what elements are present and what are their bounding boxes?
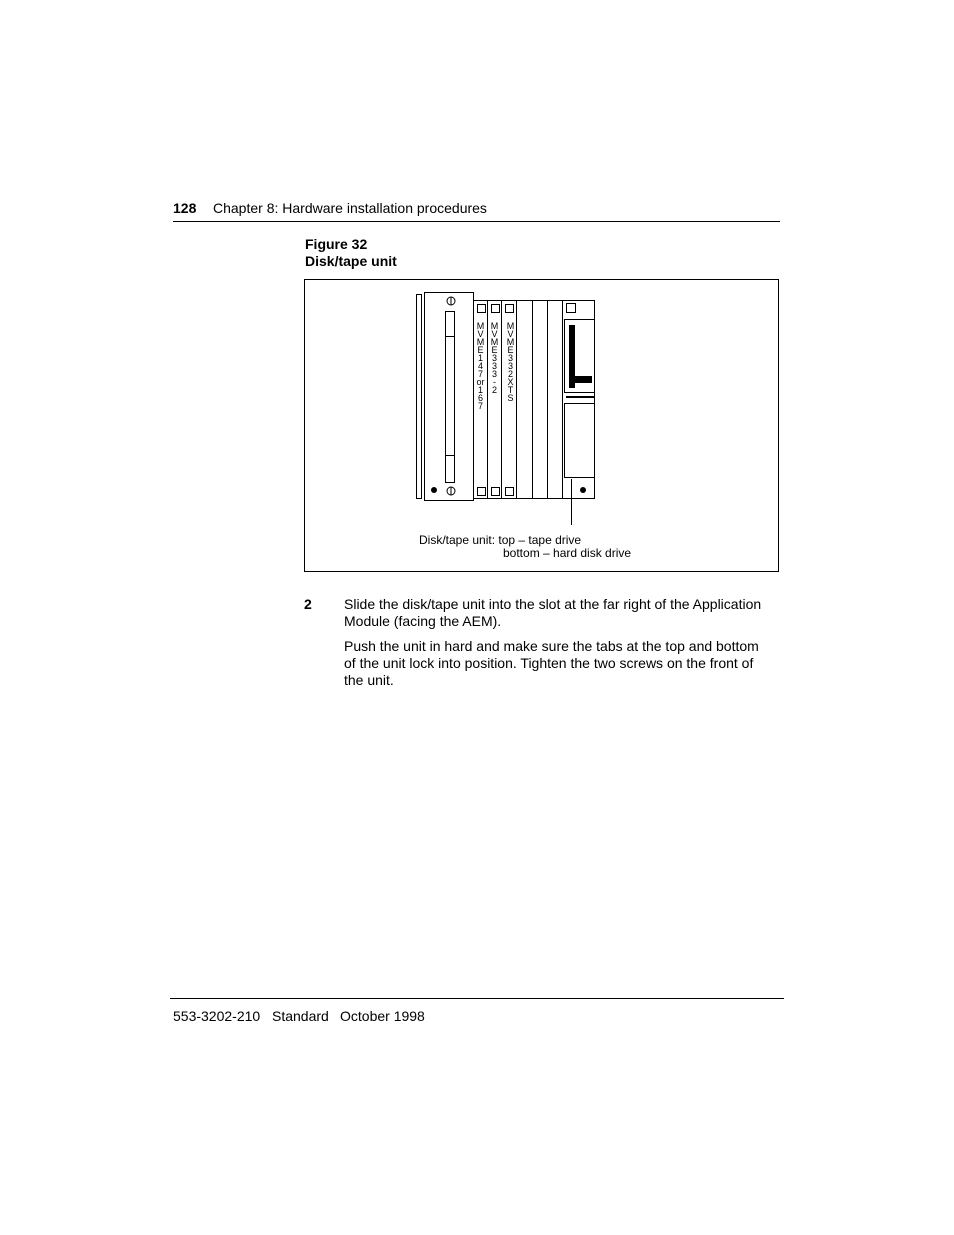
- svg-text:V: V: [477, 329, 484, 339]
- unit-led-icon: [580, 487, 586, 493]
- step-paragraph-1: Slide the disk/tape unit into the slot at the far right of the Application Module (facing the AEM).: [344, 596, 762, 629]
- svg-text:S: S: [507, 393, 514, 403]
- card-slot-empty-2: [533, 301, 548, 499]
- svg-text:1: 1: [477, 385, 484, 395]
- figure-caption-line1: Disk/tape unit: top – tape drive: [419, 533, 582, 547]
- tape-slot-icon: [569, 325, 575, 388]
- step-number: 2: [304, 596, 312, 612]
- svg-text:1: 1: [477, 353, 484, 363]
- footer-rule: [170, 998, 784, 999]
- svg-text:V: V: [491, 329, 498, 339]
- svg-text:M: M: [506, 337, 515, 347]
- figure-title: Disk/tape unit: [305, 253, 397, 269]
- footer-status: Standard: [272, 1008, 329, 1024]
- chassis-rail: [417, 295, 422, 499]
- svg-text:3: 3: [491, 361, 498, 371]
- svg-text:E: E: [491, 345, 498, 355]
- figure-frame: [304, 279, 779, 572]
- footer-doc-number: 553-3202-210: [173, 1008, 261, 1024]
- svg-text:3: 3: [507, 361, 514, 371]
- figure-caption-line2: bottom – hard disk drive: [503, 546, 632, 560]
- svg-text:X: X: [507, 377, 514, 387]
- card-labels: [476, 321, 514, 411]
- svg-text:M: M: [490, 337, 499, 347]
- footer-date: October 1998: [340, 1008, 425, 1024]
- svg-text:6: 6: [477, 393, 484, 403]
- card-slot-empty-1: [517, 301, 533, 499]
- svg-text:T: T: [507, 385, 514, 395]
- faceplate: [425, 293, 474, 501]
- svg-text:M: M: [476, 321, 485, 331]
- svg-text:7: 7: [477, 401, 484, 411]
- card-label-mvme332: [507, 321, 515, 403]
- svg-text:E: E: [477, 345, 484, 355]
- faceplate-led-icon: [431, 487, 437, 493]
- svg-text:E: E: [507, 345, 514, 355]
- svg-text:3: 3: [491, 353, 498, 363]
- disk-tape-unit: [563, 301, 595, 499]
- figure-number: Figure 32: [305, 236, 368, 252]
- card-slot-empty-3: [548, 301, 563, 499]
- svg-text:3: 3: [491, 369, 498, 379]
- card-label-mvme147: [476, 321, 484, 411]
- svg-text:2: 2: [491, 385, 498, 395]
- svg-text:7: 7: [477, 369, 484, 379]
- svg-text:M: M: [476, 337, 485, 347]
- figure-heading: [305, 236, 397, 270]
- svg-text:M: M: [490, 321, 499, 331]
- header-rule: [173, 221, 780, 222]
- step-paragraph-2: Push the unit in hard and make sure the tabs at the top and bottom of the unit lock into position. Tighten the two screws on the front of the unit.: [344, 638, 759, 688]
- svg-text:V: V: [507, 329, 514, 339]
- chapter-title: Chapter 8: Hardware installation procedures: [213, 200, 487, 216]
- svg-text:M: M: [506, 321, 515, 331]
- svg-text:2: 2: [507, 369, 514, 379]
- svg-text:-: -: [493, 377, 496, 387]
- svg-text:3: 3: [507, 353, 514, 363]
- card-label-mvme333: [491, 321, 499, 395]
- page-number: 128: [173, 200, 197, 216]
- svg-text:4: 4: [477, 361, 484, 371]
- faceplate-slot: [446, 312, 455, 483]
- hard-disk-drive: [565, 404, 595, 478]
- svg-text:or: or: [476, 377, 485, 387]
- disk-tape-unit-diagram: [305, 280, 780, 573]
